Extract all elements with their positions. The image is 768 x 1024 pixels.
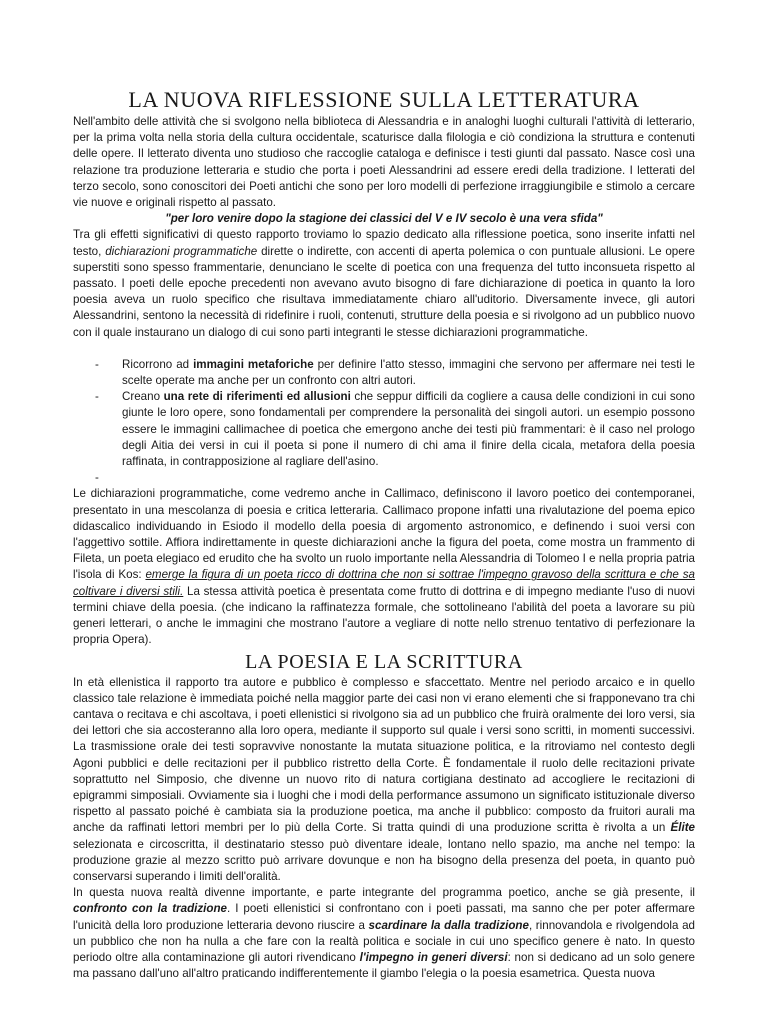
paragraph-eta-ellenistica-text-b: selezionata e circoscritta, il destinatario stesso può diventare ideale, lontano nello spazio, ma anche nel tempo: la produzione grazie al mezzo scritto può arrivare dovunque e non ha bisogno della presenza del poeta, in quanto può conservarsi superando i limiti dell'oralità. [73, 837, 695, 883]
confronto-tradizione-term: confronto con la tradizione [73, 902, 228, 916]
paragraph-dichiarazioni-text-b: dirette o indirette, con accenti di aperta polemica o con puntuale allusioni. Le opere superstiti sono spesso frammentarie, denunciano le scelte di poetica con una frequenza del tutto inconsueta rispetto al passato. I poeti delle epoche precedenti non avevano avuto bisogno di fare dichiarazione di poetica in quanto la loro poesia aveva un ruolo specifico che risultava immediatamente chiaro all'uditorio. Diversamente invece, gli autori Alessandrini, sentono la necessità di ridefinire i ruoli, contenuti, strutture della poesia e si rivolgono ad un pubblico nuovo con il quale instaurano un dialogo di cui sono parti integranti le stesse dichiarazioni programmatiche. [73, 244, 695, 339]
bullet-text: che seppur difficili da cogliere a causa delle condizioni in cui sono giunte le loro opere, sono fondamentali per comprendere la personalità dei singoli autori. un esempio possono essere le immagini callimachee di poetica che emergono anche dei testi più frammentari: è il caso nel prologo degli Aitia dei versi in cui il poeta si pone il numero di chi ama il finire della cicala, metafora della poesia raffinata, in contrapposizione al ragliare dell'asino. [122, 390, 696, 469]
paragraph-intro [73, 114, 695, 211]
quote-line: "per loro venire dopo la stagione dei classici del V e IV secolo è una vera sfida" [165, 212, 603, 226]
paragraph-callimaco-text-a: Le dichiarazioni programmatiche, come vedremo anche in Callimaco, definiscono il lavoro poetico dei contemporanei, presentato in una mescolanza di poesia e critica letteraria. Callimaco propone infatti una rivalutazione del poema epico didascalico individuando in Esiodo il modello della poesia di argomento astronomico, e definendo i suoi versi con l'aggettivo sottile. Affiora indirettamente in queste dichiarazioni anche la figura del poeta, come mostra un frammento di Fileta, un poeta elegiaco ed erudito che ha svolto un ruolo importante nella Alessandria di Tolomeo I e nella propria patria l'isola di Kos: [73, 487, 695, 582]
bullet-list [73, 357, 695, 487]
impegno-generi-term: l'impegno in generi diversi [359, 950, 508, 964]
bullet-item-empty [73, 470, 695, 486]
bullet-text: Ricorrono ad [122, 357, 194, 371]
scardinare-tradizione-term: scardinare la dalla tradizione [368, 918, 529, 932]
paragraph-eta-ellenistica-text-a: In età ellenistica il rapporto tra autore e pubblico è complesso e sfaccettato. Mentre nel periodo arcaico e in quello classico tale relazione è immediata poiché nella maggior parte dei casi non vi erano elementi che si frapponevano tra chi cantava o recitava e chi ascoltava, i poeti ellenistici si rivolgono sia ad un pubblico che fruirà oralmente dei loro versi, sia dei lettori che sia accosteranno alla loro opera, mediante il supporto sul quale i versi sono scritti, in momenti successivi. La trasmissione orale dei testi sopravvive nonostante la mutata situazione politica, e la ritroviamo nel contesto degli Agoni pubblici e delle recitazioni per il pubblico ristretto della Corte. È fondamentale il ruolo delle recitazioni private soprattutto nel Simposio, che divenne un nuovo rito di natura cortigiana destinato ad accogliere le recitazioni di epigrammi simposiali. Ovviamente sia i luoghi che i modi della performance assumono un significato istituzionale diverso rispetto al passato poiché è cambiata sia la produzione poetica, ma anche il pubblico: composto da fruitori aurali ma anche da raffinati lettori membri per lo più della Corte. Si tratta quindi di una produzione scritta è rivolta a un [73, 675, 695, 835]
bullet-text: per definire l'atto stesso, immagini che servono per affermare nei testi le scelte operate ma anche per un confronto con altri autori. [122, 357, 695, 388]
paragraph-callimaco-text-b: La stessa attività poetica è presentata come frutto di dottrina e di impegno mediante l'uso di nuovi termini chiave della poesia. (che indicano la raffinatezza formale, che sottolineano l'abilità del poeta a lavorare su più generi letterari, o anche le immagini che mostrano l'autore a vegliare di notte nello strenuo tentativo di perfezionare la propria Opera). [73, 584, 695, 647]
bullet-dash: - [95, 390, 99, 404]
paragraph-tradizione-text-d: : non si dedicano ad un solo genere ma passano dall'uno all'altro praticando indifferentemente il giambo l'elegia o la poesia esametrica. Questa nuova [73, 950, 695, 981]
document-page [73, 86, 695, 982]
paragraph-intro-text: Nell'ambito delle attività che si svolgono nella biblioteca di Alessandria e in analoghi luoghi culturali l'attività di letterario, per la prima volta nella storia della cultura occidentale, scaturisce dalla filologia e ciò condiziona la struttura e contenuti delle opere. Il letterato diventa uno studioso che raccoglie cataloga e definisce i testi giunti dal passato. Nasce così una relazione tra produzione letteraria e studio che porta i poeti Alessandrini ad essere eredi della tradizione. I letterati del terzo secolo, sono conoscitori dei Poeti antichi che sono per loro modelli di perfezione irraggiungibile e stimolo a cercare vie nuove e originali rispetto al passato. [73, 115, 695, 210]
paragraph-tradizione [73, 885, 695, 982]
section-title-poesia-scrittura: LA POESIA E LA SCRITTURA [245, 650, 523, 673]
paragraph-dichiarazioni [73, 227, 695, 340]
paragraph-tradizione-text-b: . I poeti ellenistici si confrontano con i poeti passati, ma sanno che per poter affermare l'unicità della loro produzione letteraria devono riuscire a [73, 902, 695, 932]
paragraph-callimaco [73, 486, 695, 648]
elite-term: Élite [670, 821, 695, 835]
bullet-dash: - [95, 357, 99, 371]
bullet-text: Creano [122, 390, 164, 404]
dichiarazioni-programmatiche-emphasis: dichiarazioni programmatiche [105, 244, 258, 258]
paragraph-tradizione-text-c: , rinnovandola e rivolgendola ad un pubblico che non ha nulla a che fare con la realtà politica e sociale in cui uno specifico genere è nato. In questo periodo oltre alla contaminazione gli autori rivendicano [73, 918, 695, 964]
bullet-bold-term: una rete di riferimenti ed allusioni [163, 390, 351, 404]
bullet-dash: - [95, 471, 99, 485]
section-title-nuova-riflessione: LA NUOVA RIFLESSIONE SULLA LETTERATURA [128, 87, 640, 112]
paragraph-dichiarazioni-text-a: Tra gli effetti significativi di questo rapporto troviamo lo spazio dedicato alla riflessione poetica, sono inserite infatti nel testo, [73, 228, 695, 258]
fileta-emphasis: emerge la figura di un poeta ricco di dottrina che non si sottrae l'impegno gravoso della scrittura e che sa coltivare i diversi stili. [73, 568, 695, 598]
paragraph-eta-ellenistica [73, 675, 695, 886]
paragraph-tradizione-text-a: In questa nuova realtà divenne importante, e parte integrante del programma poetico, anche se già presente, il [73, 886, 695, 900]
bullet-item-riferimenti [73, 389, 695, 470]
bullet-item-metafore [73, 357, 695, 389]
bullet-bold-term: immagini metaforiche [193, 357, 314, 371]
